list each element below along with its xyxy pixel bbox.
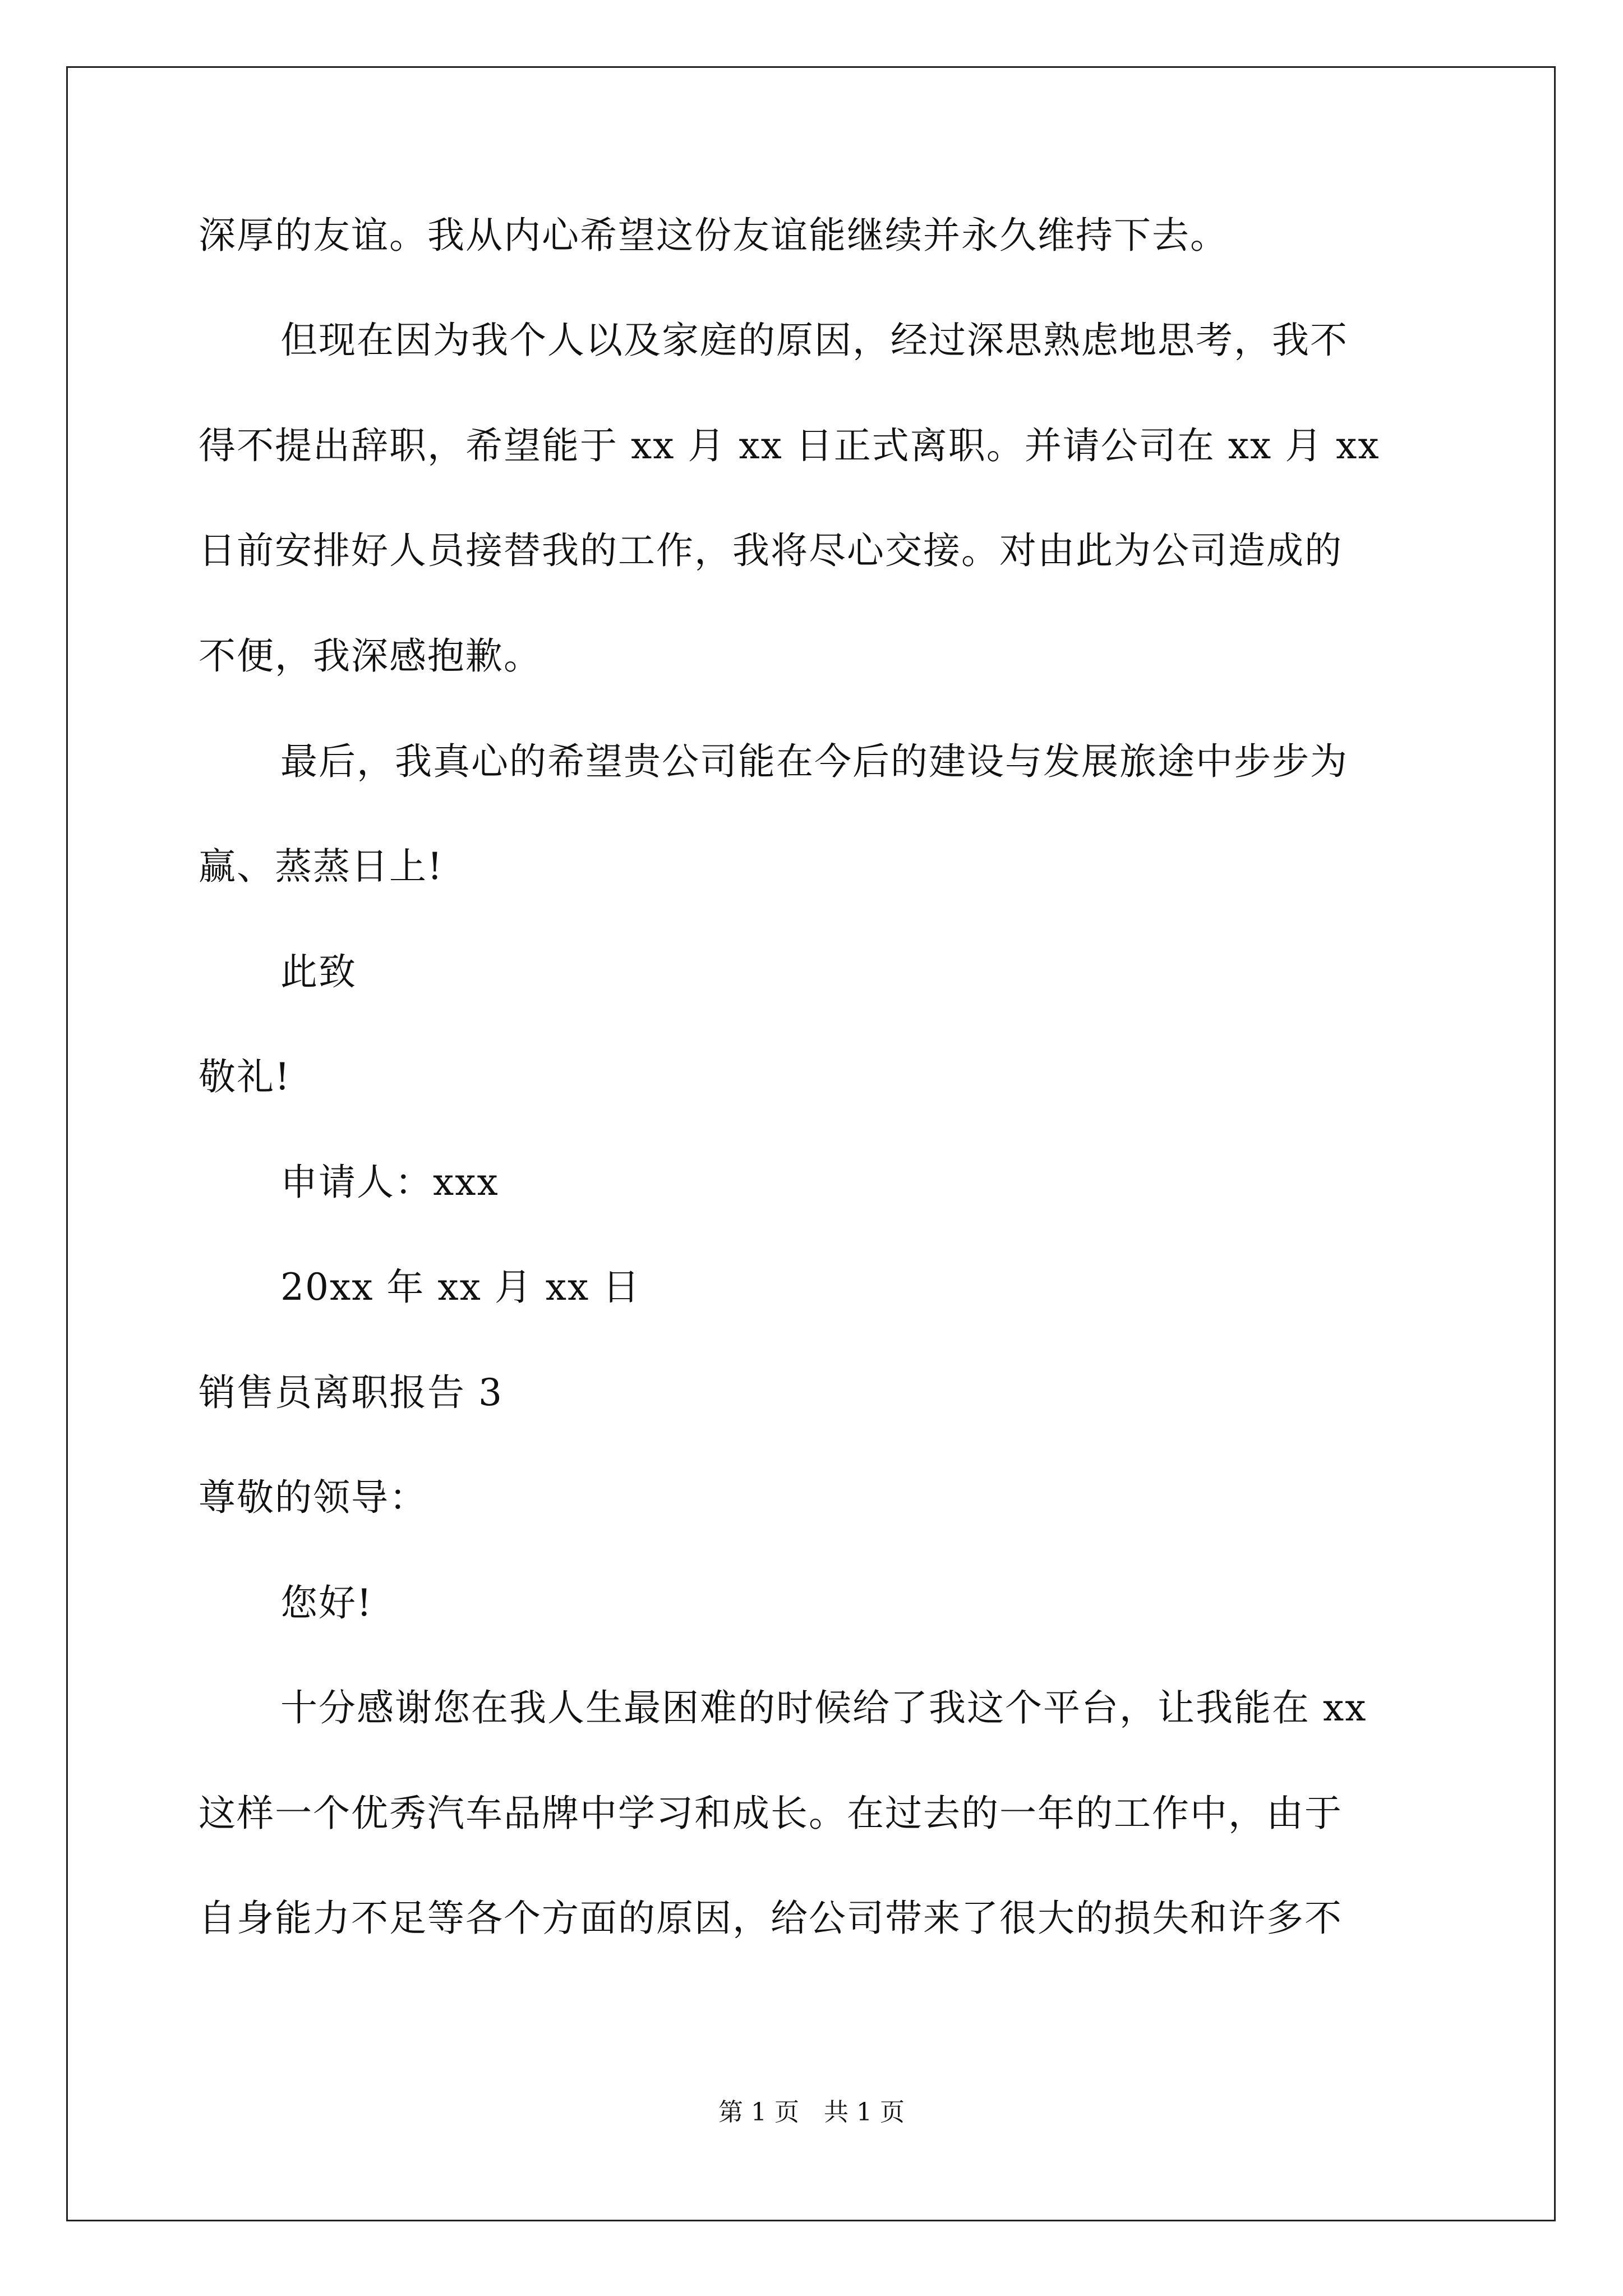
date-line: 20xx 年 xx 月 xx 日 xyxy=(280,1266,641,1309)
page-footer: 第 1 页 共 1 页 xyxy=(718,2098,905,2127)
text-line: 十分感谢您在我人生最困难的时候给了我这个平台，让我能在 xx xyxy=(280,1686,1367,1729)
greeting-hello: 您好! xyxy=(280,1581,373,1625)
text-line: 不便，我深感抱歉。 xyxy=(199,634,542,678)
text-line: 这样一个优秀汽车品牌中学习和成长。在过去的一年的工作中，由于 xyxy=(199,1792,1343,1835)
salutation-closing: 此致 xyxy=(280,950,357,993)
text-line: 赢、蒸蒸日上! xyxy=(199,845,444,888)
applicant-line: 申请人：xxx xyxy=(280,1161,499,1204)
text-line: 深厚的友谊。我从内心希望这份友谊能继续并永久维持下去。 xyxy=(199,214,1228,257)
section-title: 销售员离职报告 3 xyxy=(199,1371,503,1414)
salutation-respect: 敬礼! xyxy=(199,1055,291,1098)
text-line: 日前安排好人员接替我的工作，我将尽心交接。对由此为公司造成的 xyxy=(199,529,1343,572)
text-line: 得不提出辞职，希望能于 xx 月 xx 日正式离职。并请公司在 xx 月 xx xyxy=(199,424,1380,467)
greeting-line: 尊敬的领导： xyxy=(199,1476,427,1519)
text-line: 但现在因为我个人以及家庭的原因，经过深思熟虑地思考，我不 xyxy=(280,319,1348,362)
text-line: 自身能力不足等各个方面的原因，给公司带来了很大的损失和许多不 xyxy=(199,1897,1343,1940)
text-line: 最后，我真心的希望贵公司能在今后的建设与发展旅途中步步为 xyxy=(280,740,1348,783)
